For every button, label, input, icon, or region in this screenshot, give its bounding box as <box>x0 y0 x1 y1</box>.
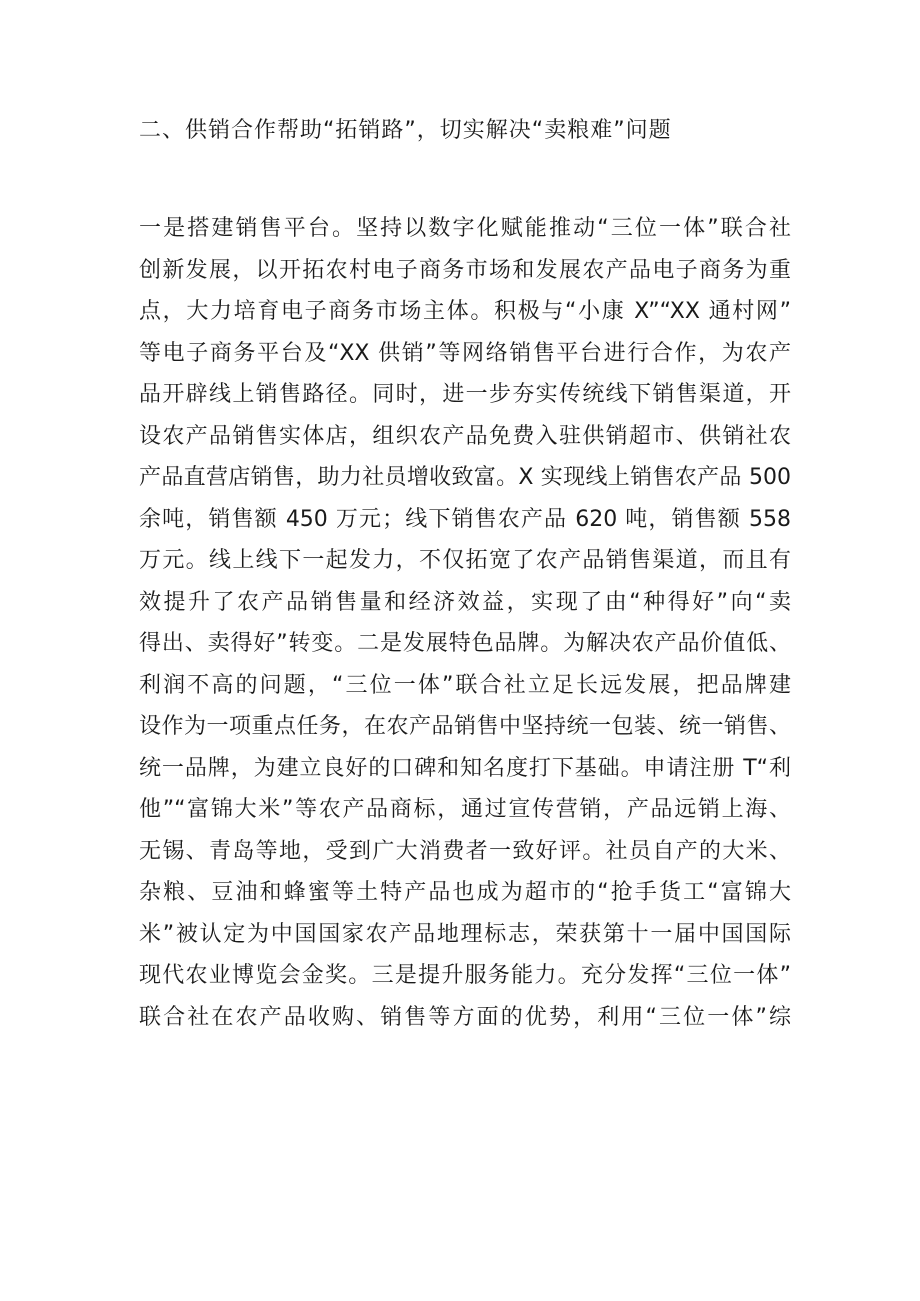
paragraph-line: 创新发展，以开拓农村电子商务市场和发展农产品电子商务为重 <box>139 257 791 283</box>
paragraph-line: 杂粮、豆油和蜂蜜等土特产品也成为超市的“抢手货工“富锦大 <box>139 880 791 905</box>
paragraph-line: 设作为一项重点任务，在农产品销售中坚持统一包装、统一销售、 <box>139 714 791 739</box>
paragraph-line: 米”被认定为中国国家农产品地理标志，荣获第十一届中国国际 <box>139 921 791 947</box>
paragraph-line: 点，大力培育电子商务市场主体。积极与“小康 X”“XX 通村网” <box>139 299 791 324</box>
paragraph-line: 他”“富锦大米”等农产品商标，通过宣传营销，产品远销上海、 <box>139 797 791 822</box>
paragraph-line: 等电子商务平台及“XX 供销”等网络销售平台进行合作，为农产 <box>139 340 791 366</box>
paragraph-line: 余吨，销售额 450 万元；线下销售农产品 620 吨，销售额 558 <box>139 506 791 532</box>
paragraph-line: 得出、卖得好”转变。二是发展特色品牌。为解决农产品价值低、 <box>139 631 791 656</box>
paragraph-line: 产品直营店销售，助力社员增收致富。X 实现线上销售农产品 500 <box>139 465 791 490</box>
paragraph-line: 统一品牌，为建立良好的口碑和知名度打下基础。申请注册 T“利 <box>139 755 791 781</box>
paragraph-line: 品开辟线上销售路径。同时，进一步夯实传统线下销售渠道，开 <box>139 382 791 407</box>
paragraph-line: 万元。线上线下一起发力，不仅拓宽了农产品销售渠道，而且有 <box>139 548 791 573</box>
paragraph-line: 效提升了农产品销售量和经济效益，实现了由“种得好”向“卖 <box>139 589 791 615</box>
body-paragraph <box>139 208 791 1038</box>
paragraph-line: 利润不高的问题，“三位一体”联合社立足长远发展，把品牌建 <box>139 672 791 698</box>
paragraph-line: 一是搭建销售平台。坚持以数字化赋能推动“三位一体”联合社 <box>139 216 791 241</box>
paragraph-line: 现代农业博览会金奖。三是提升服务能力。充分发挥“三位一体” <box>139 963 791 988</box>
paragraph-line: 联合社在农产品收购、销售等方面的优势，利用“三位一体”综 <box>139 1004 791 1030</box>
section-heading: 二、供销合作帮助“拓销路”，切实解决“卖粮难”问题 <box>139 118 672 143</box>
paragraph-line: 设农产品销售实体店，组织农产品免费入驻供销超市、供销社农 <box>139 423 791 449</box>
paragraph-line: 无锡、青岛等地，受到广大消费者一致好评。社员自产的大米、 <box>139 838 791 864</box>
